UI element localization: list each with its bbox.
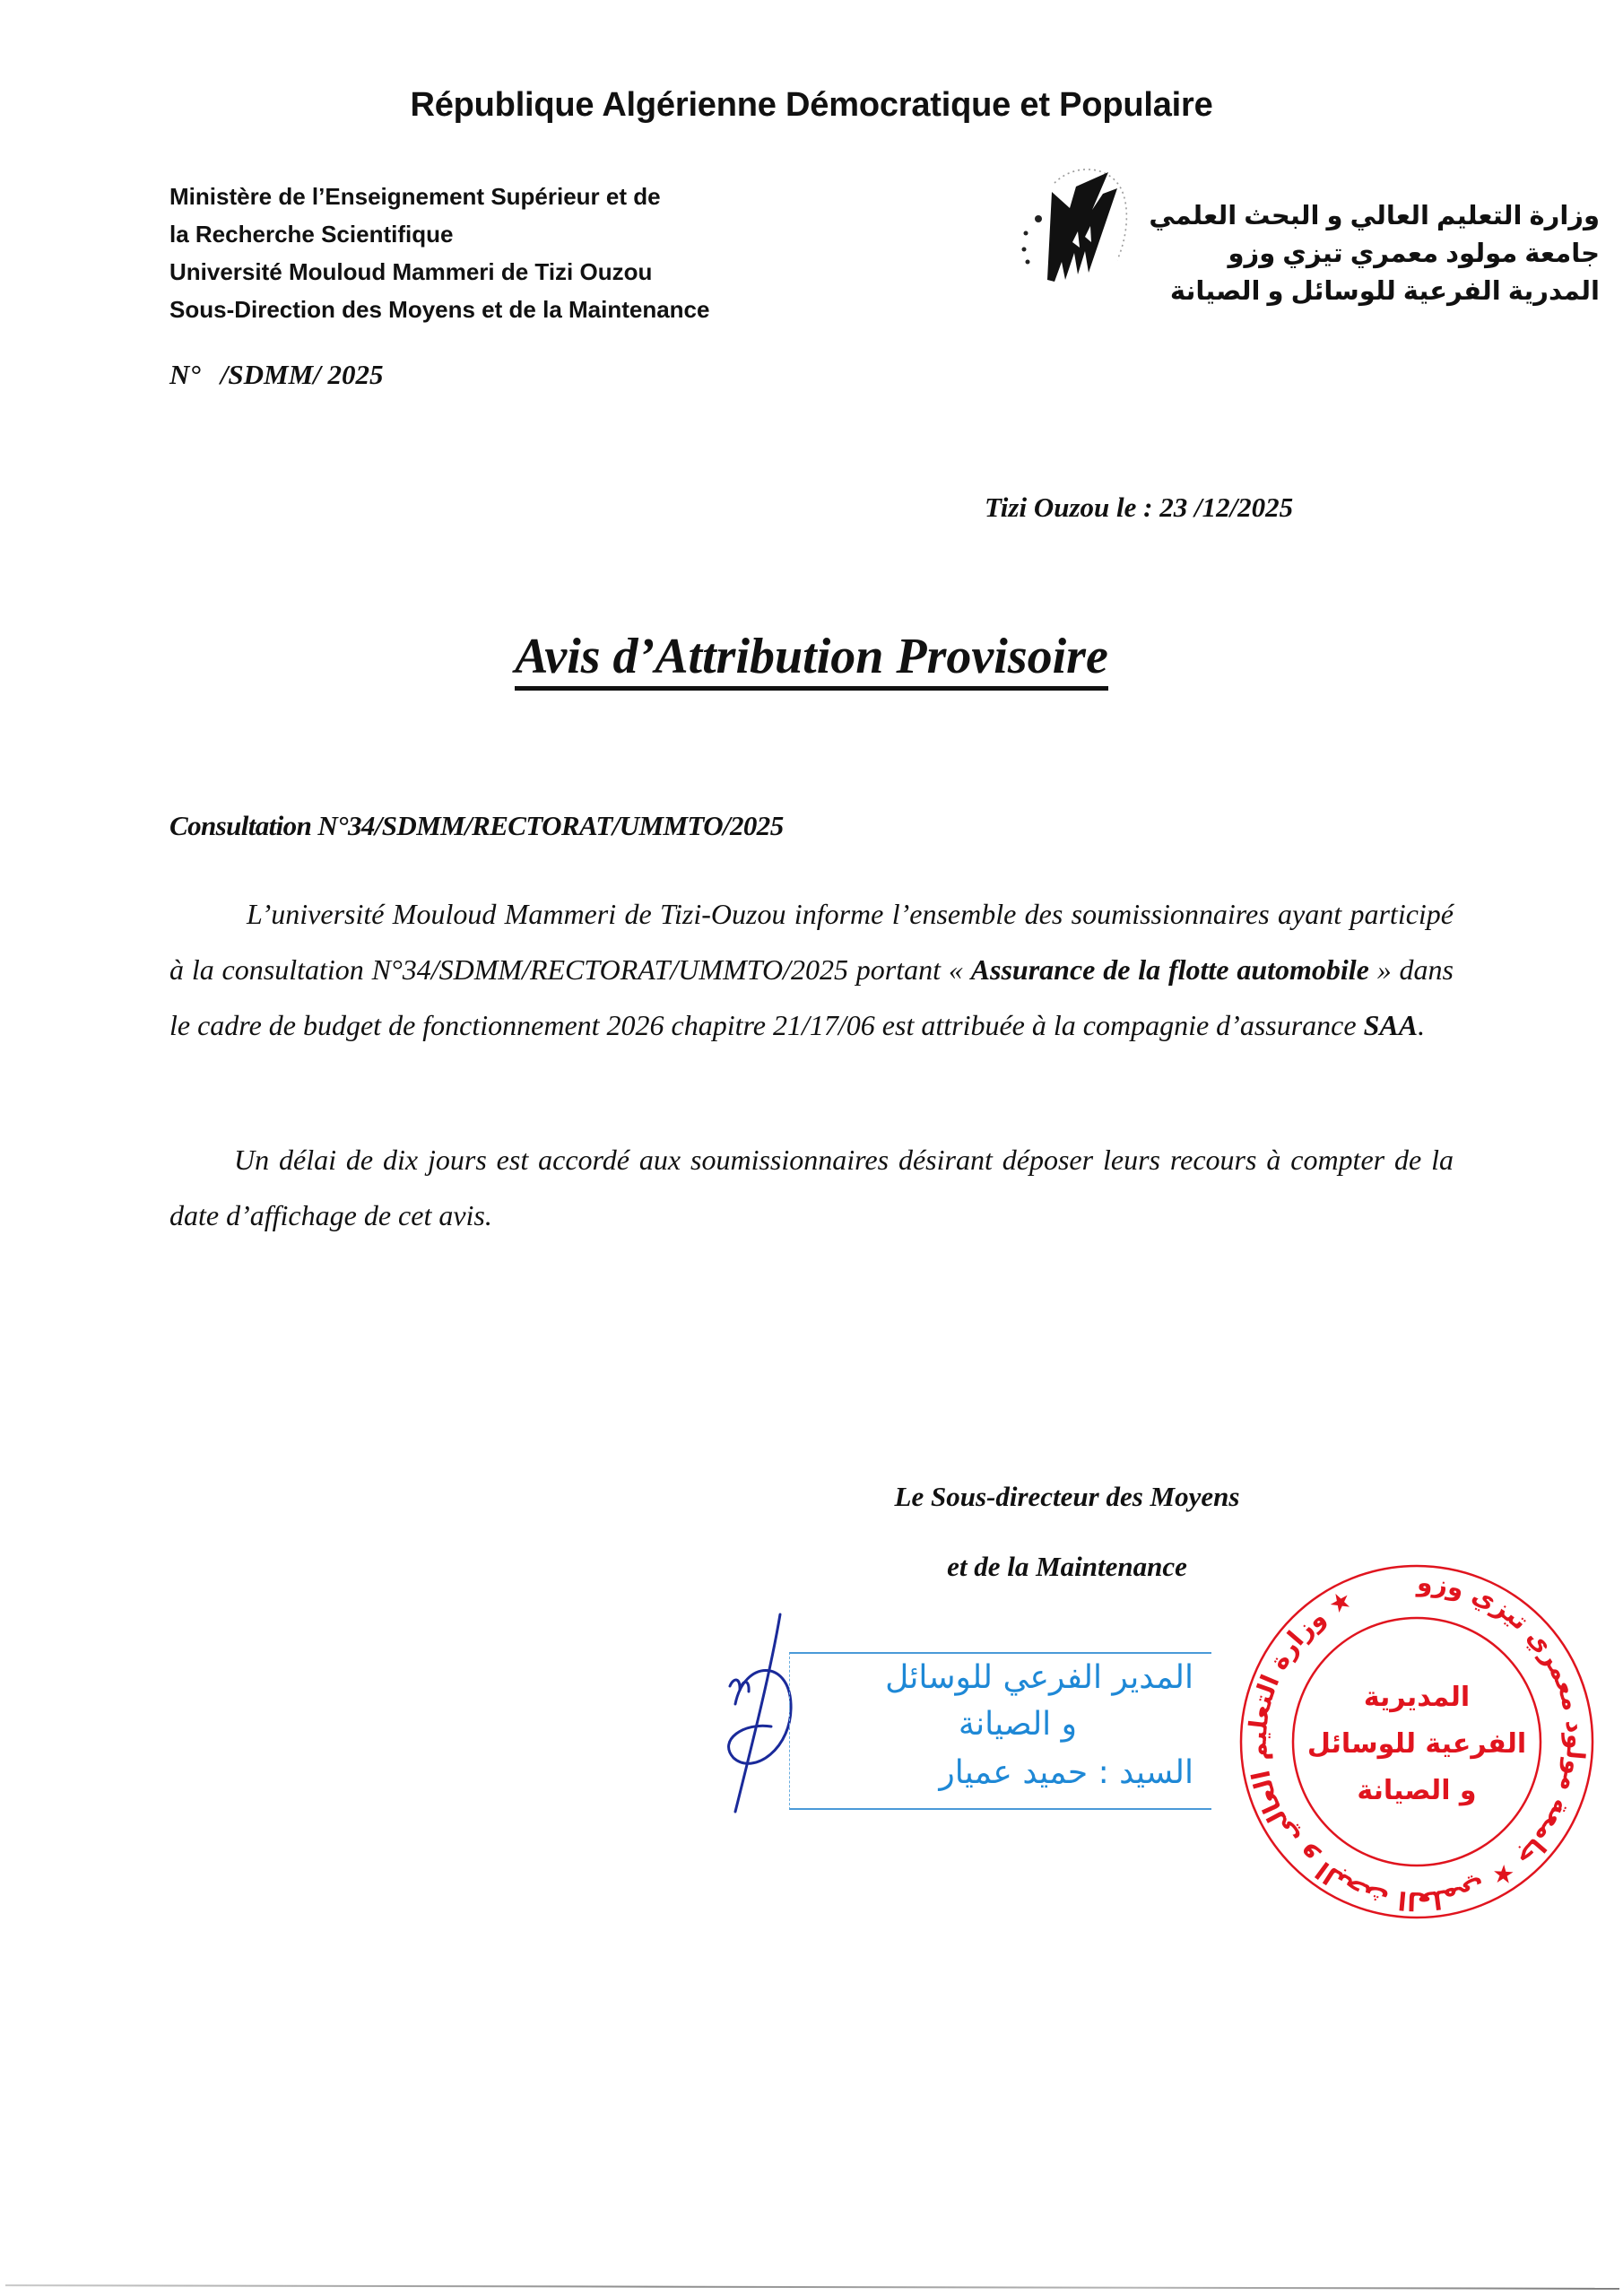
award-paragraph (169, 886, 1454, 1053)
arabic-sub-direction-line: المدرية الفرعية للوسائل و الصيانة (1169, 277, 1600, 306)
arabic-institution-block (1149, 197, 1600, 310)
ministry-line-2: la Recherche Scientifique (169, 221, 454, 248)
official-round-stamp-icon (1219, 1562, 1614, 1921)
stamp-outer-text: وزارة التعليم العالي و البحث العلمي ★ جامعة مولود معمري تيزي وزو ★ (1242, 1567, 1592, 1917)
reference-code: /SDMM/ 2025 (220, 359, 384, 390)
ministry-line-1: Ministère de l’Enseignement Supérieur et de (169, 183, 661, 210)
signatory-line-1: Le Sous-directeur des Moyens (894, 1481, 1240, 1512)
place-and-date: Tizi Ouzou le : 23 /12/2025 (985, 491, 1294, 523)
consultation-reference: Consultation N°34/SDMM/RECTORAT/UMMTO/2025 (169, 810, 784, 841)
stamp-inner-line-1: المديرية (1363, 1682, 1471, 1713)
stamp-inner-line-3: و الصيانة (1357, 1775, 1477, 1806)
arabic-university-line: جامعة مولود معمري تيزي وزو (1228, 239, 1600, 268)
award-paragraph-part2: » dans le cadre de budget de fonctionnement 2026 chapitre 21/17/06 est attribuée à la compagnie d’assurance (169, 953, 1454, 1041)
university-logo-icon (1002, 154, 1137, 289)
name-stamp-line-2: و الصيانة (958, 1706, 1077, 1743)
reference-prefix: N° (169, 359, 201, 390)
contract-subject: Assurance de la flotte automobile (970, 953, 1369, 986)
name-stamp-line-3: السيد : حميد عميار (939, 1754, 1193, 1791)
handwritten-signature-icon (717, 1605, 798, 1821)
country-header: République Algérienne Démocratique et Populaire (410, 86, 1213, 124)
sub-direction-line: Sous-Direction des Moyens et de la Maintenance (169, 296, 710, 323)
appeal-paragraph: Un délai de dix jours est accordé aux soumissionnaires désirant déposer leurs recours à compter de la date d’affichage de cet avis. (169, 1144, 1454, 1231)
french-institution-block (169, 178, 709, 328)
award-paragraph-part1: L’université Mouloud Mammeri de Tizi-Ouzou informe l’ensemble des soumissionnaires ayant participé à la consultation N°34/SDMM/RECTORAT/UMMTO/2025 portant « (169, 898, 1454, 986)
document-title-text: Avis d’Attribution Provisoire (515, 629, 1108, 691)
stamp-inner-line-2: الفرعية للوسائل (1306, 1728, 1527, 1760)
award-paragraph-part3: . (1418, 1009, 1426, 1041)
signatory-line-2: et de la Maintenance (947, 1551, 1187, 1582)
university-line: Université Mouloud Mammeri de Tizi Ouzou (169, 258, 653, 285)
name-stamp-line-1: المدير الفرعي للوسائل (885, 1659, 1193, 1696)
name-stamp (789, 1652, 1211, 1810)
arabic-ministry-line: وزارة التعليم العالي و البحث العلمي (1149, 202, 1600, 230)
scan-edge-line (5, 2284, 1619, 2290)
reference-number (169, 359, 384, 391)
awarded-company: SAA (1363, 1009, 1419, 1041)
document-title (0, 628, 1623, 685)
